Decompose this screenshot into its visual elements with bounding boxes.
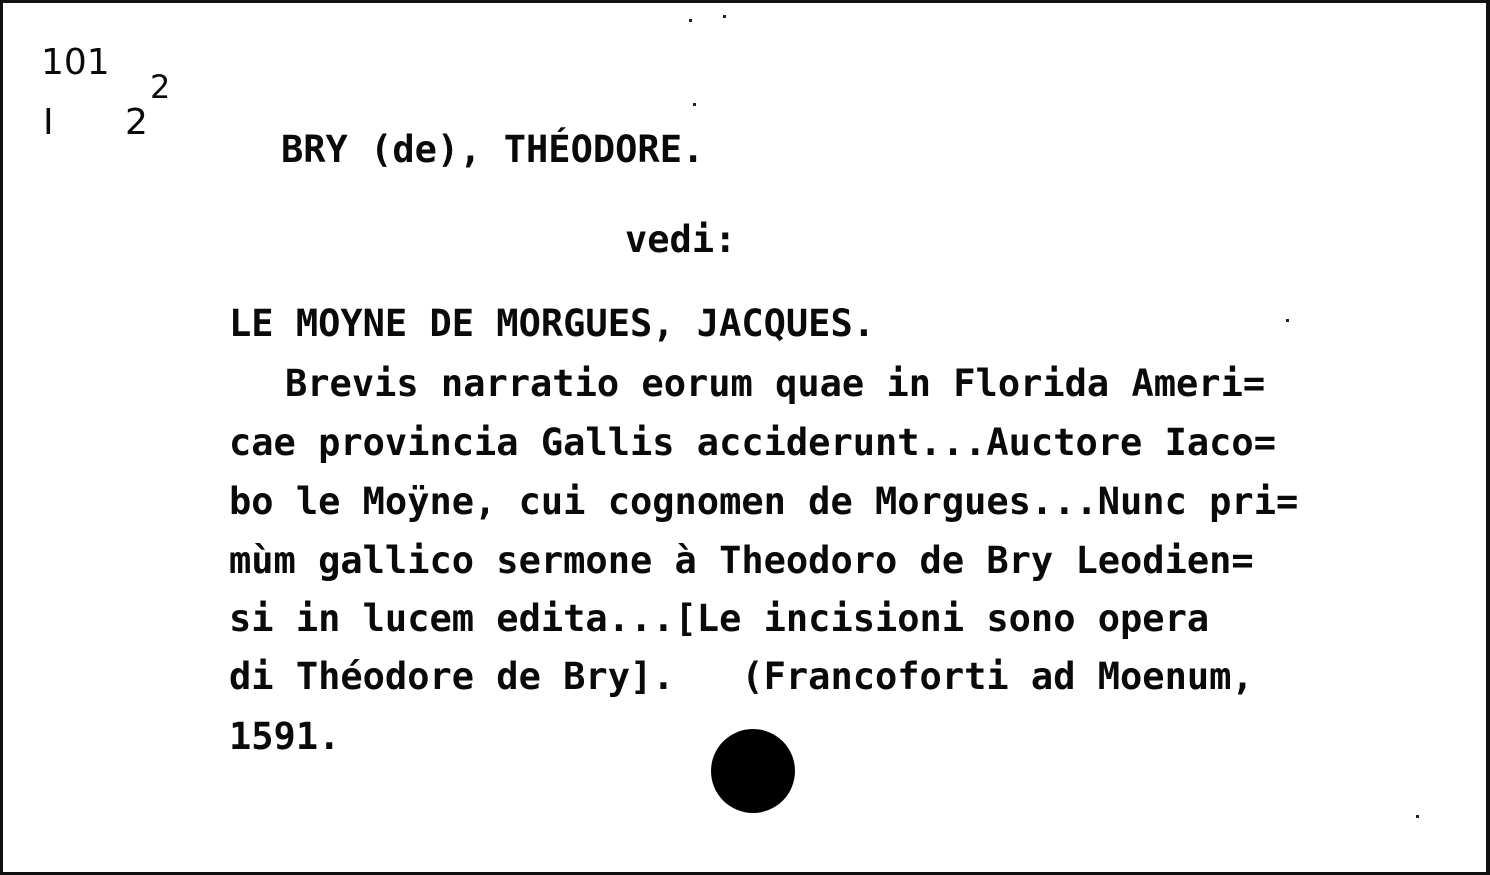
speck [1416, 815, 1419, 818]
description-line: di Théodore de Bry]. (Francoforti ad Moenum, [229, 655, 1254, 698]
description-line: 1591. [229, 715, 341, 758]
speck [689, 19, 692, 22]
description-line: si in lucem edita...[Le incisioni sono opera [229, 597, 1210, 640]
heading-name: BRY (de), THÉODORE. [281, 128, 705, 171]
description-line: Brevis narratio eorum quae in Florida Ameri= [285, 362, 1266, 405]
shelfmark-line-1: 101 [41, 42, 110, 83]
description-line: bo le Moÿne, cui cognomen de Morgues...Nunc pri= [229, 480, 1299, 523]
punch-hole [711, 729, 795, 813]
description-line: cae provincia Gallis acciderunt...Auctore Iaco= [229, 421, 1276, 464]
shelfmark-line-2-prefix: I [43, 102, 54, 143]
see-reference-label: vedi: [625, 218, 737, 261]
speck [1286, 319, 1289, 322]
speck [693, 103, 696, 106]
description-line: mùm gallico sermone à Theodoro de Bry Leodien= [229, 539, 1254, 582]
shelfmark-superscript: 2 [150, 68, 171, 106]
speck [723, 15, 726, 18]
shelfmark-line-2-number: 2 [125, 102, 148, 143]
main-entry-author: LE MOYNE DE MORGUES, JACQUES. [229, 302, 876, 345]
